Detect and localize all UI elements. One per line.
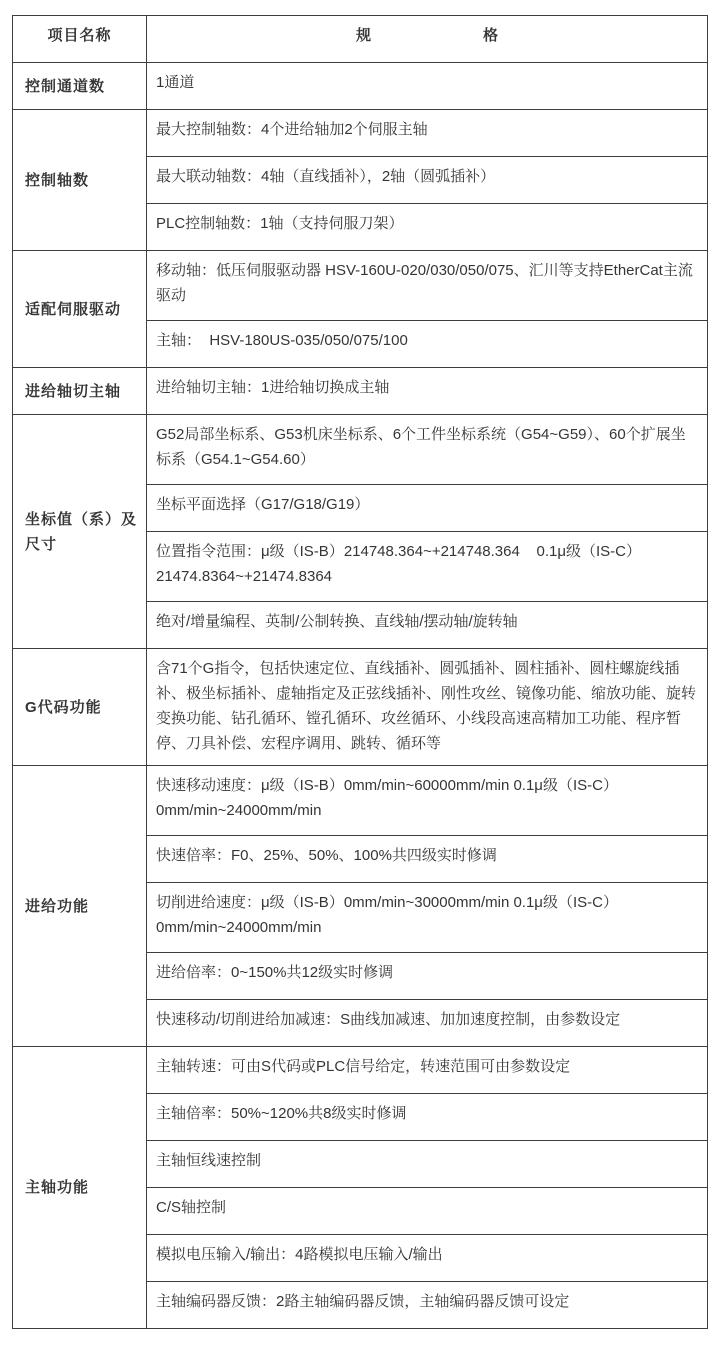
table-row (13, 251, 708, 321)
table-row (13, 368, 708, 415)
item-coordinate-systems: 坐标值（系）及尺寸 (13, 415, 147, 649)
item-servo-drive: 适配伺服驱动 (13, 251, 147, 368)
spec-acc-dec-control: 快速移动/切削进给加减速：S曲线加减速、加加速度控制，由参数设定 (147, 1000, 708, 1047)
item-feed-to-spindle: 进给轴切主轴 (13, 368, 147, 415)
header-item-name: 项目名称 (13, 16, 147, 63)
spec-rapid-override: 快速倍率：F0、25%、50%、100%共四级实时修调 (147, 836, 708, 883)
cnc-specification-table (12, 15, 708, 1329)
spec-table-container (12, 15, 707, 1329)
table-row (13, 63, 708, 110)
header-spec-label (151, 23, 703, 48)
item-gcode-functions: G代码功能 (13, 649, 147, 766)
table-row (13, 1047, 708, 1094)
spec-channel-count: 1通道 (147, 63, 708, 110)
spec-max-linked-axes: 最大联动轴数：4轴（直线插补），2轴（圆弧插补） (147, 157, 708, 204)
spec-rapid-traverse-speed: 快速移动速度：μ级（IS-B）0mm/min~60000mm/min 0.1μ级（IS-C）0mm/min~24000mm/min (147, 766, 708, 836)
item-spindle-functions: 主轴功能 (13, 1047, 147, 1329)
table-row (13, 649, 708, 766)
spec-constant-surface-speed: 主轴恒线速控制 (147, 1141, 708, 1188)
spec-feed-axis-drive: 移动轴：低压伺服驱动器 HSV-160U-020/030/050/075、汇川等支持EtherCat主流驱动 (147, 251, 708, 321)
spec-spindle-speed: 主轴转速：可由S代码或PLC信号给定，转速范围可由参数设定 (147, 1047, 708, 1094)
header-spec (147, 16, 708, 63)
header-spec-char-1: 规 (355, 27, 371, 44)
spec-spindle-override: 主轴倍率：50%~120%共8级实时修调 (147, 1094, 708, 1141)
spec-plane-selection: 坐标平面选择（G17/G18/G19） (147, 485, 708, 532)
spec-analog-voltage-io: 模拟电压输入/输出：4路模拟电压输入/输出 (147, 1235, 708, 1282)
spec-max-control-axes: 最大控制轴数：4个进给轴加2个伺服主轴 (147, 110, 708, 157)
spec-cs-axis-control: C/S轴控制 (147, 1188, 708, 1235)
spec-feed-override: 进给倍率：0~150%共12级实时修调 (147, 953, 708, 1000)
table-row (13, 415, 708, 485)
spec-plc-axes: PLC控制轴数：1轴（支持伺服刀架） (147, 204, 708, 251)
item-feed-functions: 进给功能 (13, 766, 147, 1047)
spec-feed-to-spindle: 进给轴切主轴：1进给轴切换成主轴 (147, 368, 708, 415)
spec-programming-modes: 绝对/增量编程、英制/公制转换、直线轴/摆动轴/旋转轴 (147, 602, 708, 649)
spec-coordinate-systems: G52局部坐标系、G53机床坐标系、6个工件坐标系统（G54~G59）、60个扩展坐标系（G54.1~G54.60） (147, 415, 708, 485)
spec-gcode-functions: 含71个G指令，包括快速定位、直线插补、圆弧插补、圆柱插补、圆柱螺旋线插补、极坐标插补、虚轴指定及正弦线插补、刚性攻丝、镜像功能、缩放功能、旋转变换功能、钻孔循环、镗孔循环、攻丝循环、小线段高速高精加工功能、程序暂停、刀具补偿、宏程序调用、跳转、循环等 (147, 649, 708, 766)
spec-cutting-feed-speed: 切削进给速度：μ级（IS-B）0mm/min~30000mm/min 0.1μ级（IS-C）0mm/min~24000mm/min (147, 883, 708, 953)
table-row (13, 110, 708, 157)
header-spec-char-2: 格 (483, 27, 499, 44)
spec-spindle-drive: 主轴： HSV-180US-035/050/075/100 (147, 321, 708, 368)
table-header-row (13, 16, 708, 63)
spec-spindle-encoder-feedback: 主轴编码器反馈：2路主轴编码器反馈，主轴编码器反馈可设定 (147, 1282, 708, 1329)
item-control-axes: 控制轴数 (13, 110, 147, 251)
table-row (13, 766, 708, 836)
spec-position-command-range: 位置指令范围：μ级（IS-B）214748.364~+214748.364 0.1μ级（IS-C）21474.8364~+21474.8364 (147, 532, 708, 602)
item-control-channel-count: 控制通道数 (13, 63, 147, 110)
